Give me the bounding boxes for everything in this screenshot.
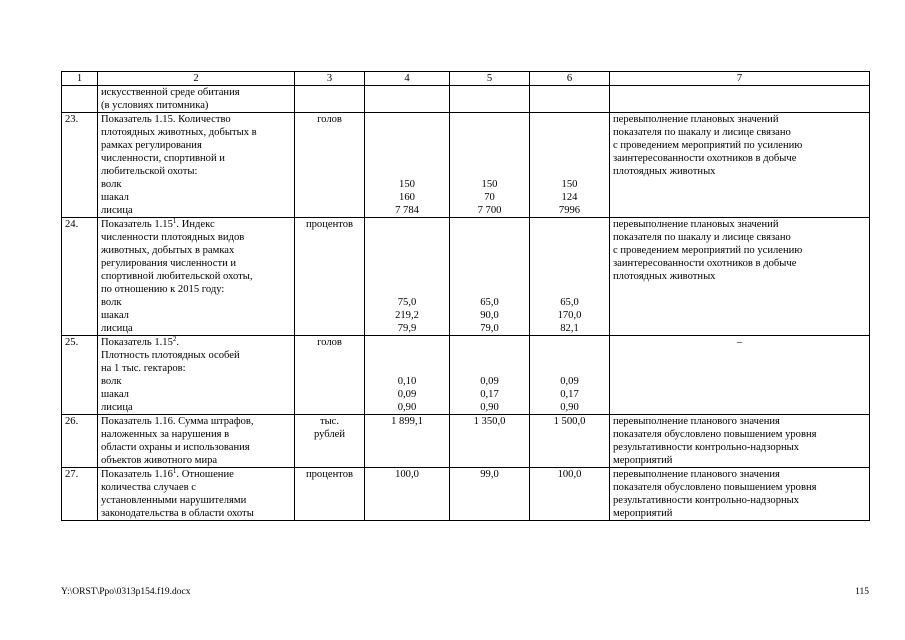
column-number-row <box>62 72 870 86</box>
page-number: 115 <box>855 587 869 597</box>
value: 0,90 <box>397 402 417 413</box>
indicator-name <box>98 218 295 336</box>
table-row <box>62 86 870 113</box>
value: 0,10 <box>397 376 417 387</box>
value-col6: 100,0 <box>530 468 610 521</box>
comment <box>610 468 870 521</box>
indicator-line: животных, добытых в рамках <box>101 245 235 256</box>
indicator-line: лисица <box>101 323 133 334</box>
indicator-name <box>98 113 295 218</box>
value: 75,0 <box>397 297 417 308</box>
indicator-line: регулирования численности и <box>101 258 237 269</box>
indicator-line: спортивной любительской охоты, <box>101 271 253 282</box>
value-col6 <box>530 218 610 336</box>
indicator-name <box>98 415 295 468</box>
document-path: Y:\ORST\Ppo\0313p154.f19.docx <box>61 587 191 597</box>
value: 7 784 <box>395 205 419 216</box>
comment-line: показателя по шакалу и лисице связано <box>613 127 791 138</box>
value: 0,09 <box>397 389 417 400</box>
value: 0,09 <box>480 376 499 387</box>
comment-line: показателя по шакалу и лисице связано <box>613 232 791 243</box>
comment-line: перевыполнение плановых значений <box>613 114 779 125</box>
table-row <box>62 218 870 336</box>
comment-line: перевыполнение планового значения <box>613 416 780 427</box>
indicator-line: численности, спортивной и <box>101 153 225 164</box>
indicator-line: Плотность плотоядных особей <box>101 350 240 361</box>
comment-line: мероприятий <box>613 455 673 466</box>
indicator-title: Показатель 1.15$^2$. <box>101 335 180 348</box>
indicator-line: шакал <box>101 310 129 321</box>
value: 0,17 <box>480 389 499 400</box>
comment-line: заинтересованности охотников в добыче <box>613 153 797 164</box>
row-number: 25. <box>62 336 98 415</box>
indicator-line: любительской охоты: <box>101 166 198 177</box>
value-col4 <box>365 113 450 218</box>
indicator-line: лисица <box>101 205 133 216</box>
table-row <box>62 415 870 468</box>
value-col5 <box>450 218 530 336</box>
comment <box>610 86 870 113</box>
col-number-2: 2 <box>98 72 295 86</box>
indicator-line: волк <box>101 297 122 308</box>
value: 150 <box>399 179 415 190</box>
indicator-line: Показатель 1.16. Сумма штрафов, <box>101 416 254 427</box>
value: 160 <box>399 192 415 203</box>
table-row <box>62 468 870 521</box>
col-number-3: 3 <box>295 72 365 86</box>
value-col4 <box>365 336 450 415</box>
comment-line: показателя обусловлено повышением уровня <box>613 482 817 493</box>
value-col5 <box>450 86 530 113</box>
indicator-name <box>98 468 295 521</box>
indicator-line: области охраны и использования <box>101 442 250 453</box>
value-col6 <box>530 86 610 113</box>
value: 65,0 <box>480 297 499 308</box>
indicator-line: (в условиях питомника) <box>101 100 209 111</box>
comment-line: результативности контрольно-надзорных <box>613 442 800 453</box>
comment-line: с проведением мероприятий по усилению <box>613 245 803 256</box>
table-row <box>62 336 870 415</box>
comment <box>610 218 870 336</box>
unit <box>295 415 365 468</box>
value: 150 <box>481 179 498 190</box>
col-number-1: 1 <box>62 72 98 86</box>
col-number-5: 5 <box>450 72 530 86</box>
value: 0,90 <box>480 402 499 413</box>
indicator-name <box>98 336 295 415</box>
col-number-4: 4 <box>365 72 450 86</box>
row-number <box>62 86 98 113</box>
indicator-line: наложенных за нарушения в <box>101 429 230 440</box>
value: 79,9 <box>397 323 417 334</box>
value: 0,09 <box>560 376 579 387</box>
comment-line: перевыполнение плановых значений <box>613 219 779 230</box>
value-col5: 99,0 <box>450 468 530 521</box>
row-number: 23. <box>62 113 98 218</box>
comment <box>610 113 870 218</box>
value: 0,17 <box>560 389 579 400</box>
value-col6 <box>530 113 610 218</box>
indicator-title: Показатель 1.15$^1$. Индекс <box>101 217 215 230</box>
indicator-line: законодательства в области охоты <box>101 508 254 519</box>
value-col5 <box>450 336 530 415</box>
value: 90,0 <box>480 310 499 321</box>
row-number: 26. <box>62 415 98 468</box>
value-col6 <box>530 336 610 415</box>
comment <box>610 336 870 415</box>
comment-line: с проведением мероприятий по усилению <box>613 140 803 151</box>
value-col4: 100,0 <box>365 468 450 521</box>
value: 124 <box>561 192 578 203</box>
row-number: 24. <box>62 218 98 336</box>
unit: процентов <box>295 218 365 336</box>
value: 170,0 <box>557 310 582 321</box>
value-col5: 1 350,0 <box>450 415 530 468</box>
comment-line: мероприятий <box>613 508 673 519</box>
indicator-line: шакал <box>101 389 129 400</box>
indicator-name <box>98 86 295 113</box>
indicator-line: волк <box>101 376 122 387</box>
indicator-line: рамках регулирования <box>101 140 202 151</box>
comment <box>610 415 870 468</box>
report-table <box>61 71 870 521</box>
indicator-line: количества случаев с <box>101 482 196 493</box>
comment-line: показателя обусловлено повышением уровня <box>613 429 817 440</box>
unit-line: тыс. <box>319 416 340 427</box>
unit-line: рублей <box>313 429 346 440</box>
table-row <box>62 113 870 218</box>
col-number-7: 7 <box>610 72 870 86</box>
value: 7 700 <box>477 205 502 216</box>
value-col5 <box>450 113 530 218</box>
comment-line: результативности контрольно-надзорных <box>613 495 800 506</box>
value: 79,0 <box>480 323 499 334</box>
value: 82,1 <box>560 323 579 334</box>
unit: процентов <box>295 468 365 521</box>
value-col4 <box>365 86 450 113</box>
indicator-line: объектов животного мира <box>101 455 218 466</box>
indicator-title: Показатель 1.16$^1$. Отношение <box>101 467 234 480</box>
row-number: 27. <box>62 468 98 521</box>
indicator-line: плотоядных животных, добытых в <box>101 127 257 138</box>
indicator-line: численности плотоядных видов <box>101 232 245 243</box>
unit: голов <box>295 336 365 415</box>
indicator-line: установленными нарушителями <box>101 495 247 506</box>
unit: голов <box>295 113 365 218</box>
value: 65,0 <box>560 297 579 308</box>
indicator-line: волк <box>101 179 122 190</box>
comment-line: перевыполнение планового значения <box>613 469 780 480</box>
value: 7996 <box>558 205 581 216</box>
indicator-line: искусственной среде обитания <box>101 87 240 98</box>
value: 150 <box>561 179 578 190</box>
value: 219,2 <box>395 310 419 321</box>
indicator-line: на 1 тыс. гектаров: <box>101 363 186 374</box>
value-col6: 1 500,0 <box>530 415 610 468</box>
value: 0,90 <box>560 402 579 413</box>
comment-line: плотоядных животных <box>613 166 716 177</box>
value-col4 <box>365 218 450 336</box>
comment-dash: – <box>736 337 743 348</box>
value: 70 <box>484 192 495 203</box>
indicator-line: Показатель 1.15. Количество <box>101 114 231 125</box>
indicator-line: лисица <box>101 402 133 413</box>
indicator-line: шакал <box>101 192 129 203</box>
comment-line: плотоядных животных <box>613 271 716 282</box>
col-number-6: 6 <box>530 72 610 86</box>
value-col4: 1 899,1 <box>365 415 450 468</box>
indicator-line: по отношению к 2015 году: <box>101 284 225 295</box>
unit <box>295 86 365 113</box>
comment-line: заинтересованности охотников в добыче <box>613 258 797 269</box>
